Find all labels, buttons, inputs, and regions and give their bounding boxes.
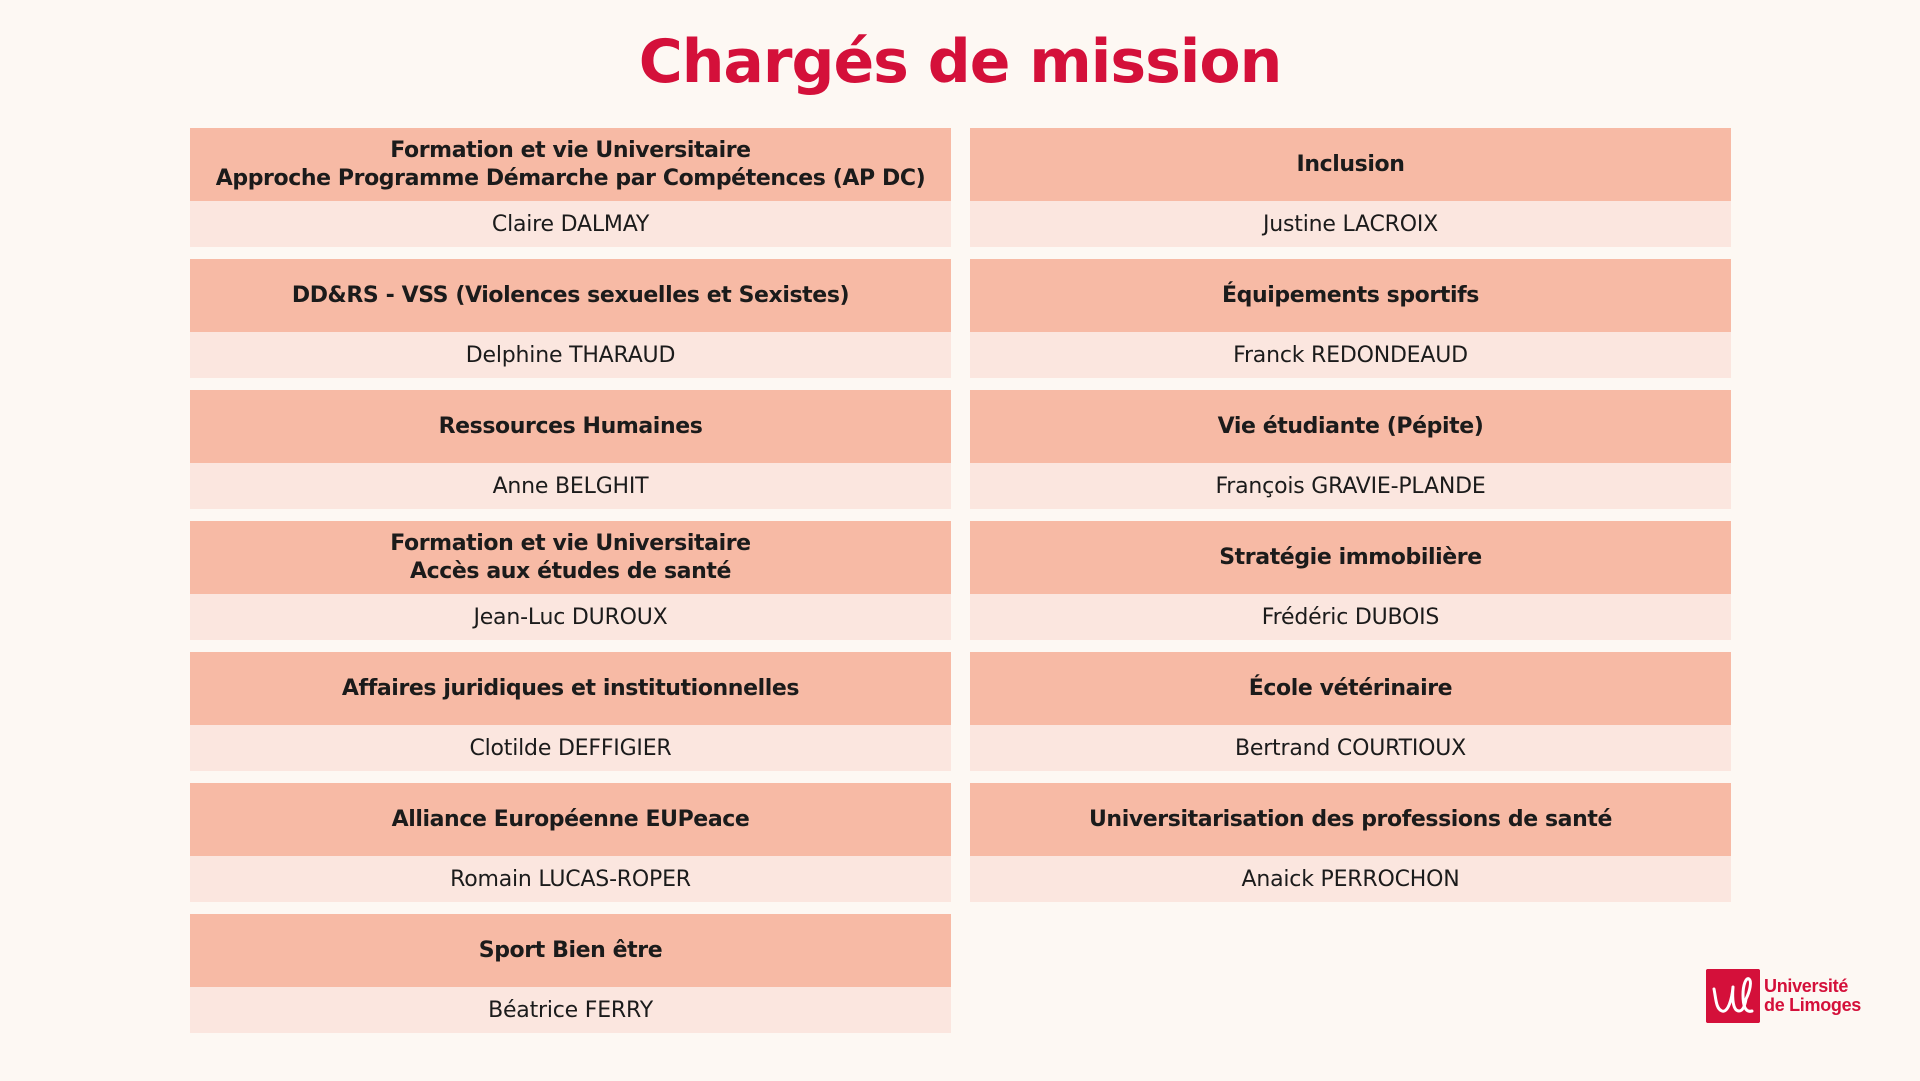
mission-person: Franck REDONDEAUD [970,332,1731,378]
mission-person: Claire DALMAY [190,201,951,247]
mission-title-line: Ressources Humaines [438,413,703,439]
mission-heading [190,914,951,987]
logo-line: Université [1764,976,1849,996]
left-mission-column [190,128,951,1045]
university-logo-text [1764,977,1861,1015]
mission-person: Bertrand COURTIOUX [970,725,1731,771]
mission-card [190,652,951,771]
mission-heading [970,128,1731,201]
mission-card [970,652,1731,771]
mission-heading [190,259,951,332]
mission-title-line: Approche Programme Démarche par Compétences (AP DC) [215,165,926,191]
mission-title-line: Formation et vie Universitaire [390,530,751,556]
mission-person: Anne BELGHIT [190,463,951,509]
mission-person: François GRAVIE-PLANDE [970,463,1731,509]
logo-line: de Limoges [1764,995,1862,1015]
mission-heading [190,783,951,856]
mission-title-line: École vétérinaire [1248,675,1453,701]
mission-card [970,128,1731,247]
mission-card [970,783,1731,902]
mission-title-line: Sport Bien être [478,937,663,963]
mission-title-line: Affaires juridiques et institutionnelles [341,675,800,701]
mission-title-line: DD&RS - VSS (Violences sexuelles et Sexistes) [291,282,850,308]
mission-person: Anaick PERROCHON [970,856,1731,902]
mission-card [190,128,951,247]
mission-person: Jean-Luc DUROUX [190,594,951,640]
mission-heading [190,521,951,594]
mission-heading [970,259,1731,332]
mission-heading [970,390,1731,463]
mission-person: Delphine THARAUD [190,332,951,378]
mission-person: Romain LUCAS-ROPER [190,856,951,902]
mission-card [970,390,1731,509]
mission-card [190,914,951,1033]
mission-title-line: Formation et vie Universitaire [390,137,751,163]
mission-card [970,521,1731,640]
mission-title-line: Inclusion [1296,151,1405,177]
university-logo-icon [1706,969,1760,1023]
mission-card [190,390,951,509]
mission-title-line: Équipements sportifs [1222,282,1479,308]
page-title: Chargés de mission [638,27,1282,97]
mission-heading [190,652,951,725]
mission-heading [970,521,1731,594]
mission-person: Frédéric DUBOIS [970,594,1731,640]
mission-heading [970,783,1731,856]
mission-heading [190,390,951,463]
right-mission-column [970,128,1731,914]
mission-title-line: Alliance Européenne EUPeace [391,806,750,832]
mission-title-line: Vie étudiante (Pépite) [1217,413,1484,439]
mission-title-line: Stratégie immobilière [1219,544,1482,570]
mission-card [190,521,951,640]
mission-heading [970,652,1731,725]
mission-person: Justine LACROIX [970,201,1731,247]
mission-person: Clotilde DEFFIGIER [190,725,951,771]
mission-heading [190,128,951,201]
university-logo [1706,969,1861,1023]
mission-card [190,783,951,902]
mission-title-line: Accès aux études de santé [409,558,732,584]
mission-person: Béatrice FERRY [190,987,951,1033]
mission-title-line: Universitarisation des professions de santé [1088,806,1613,832]
mission-card [970,259,1731,378]
mission-card [190,259,951,378]
